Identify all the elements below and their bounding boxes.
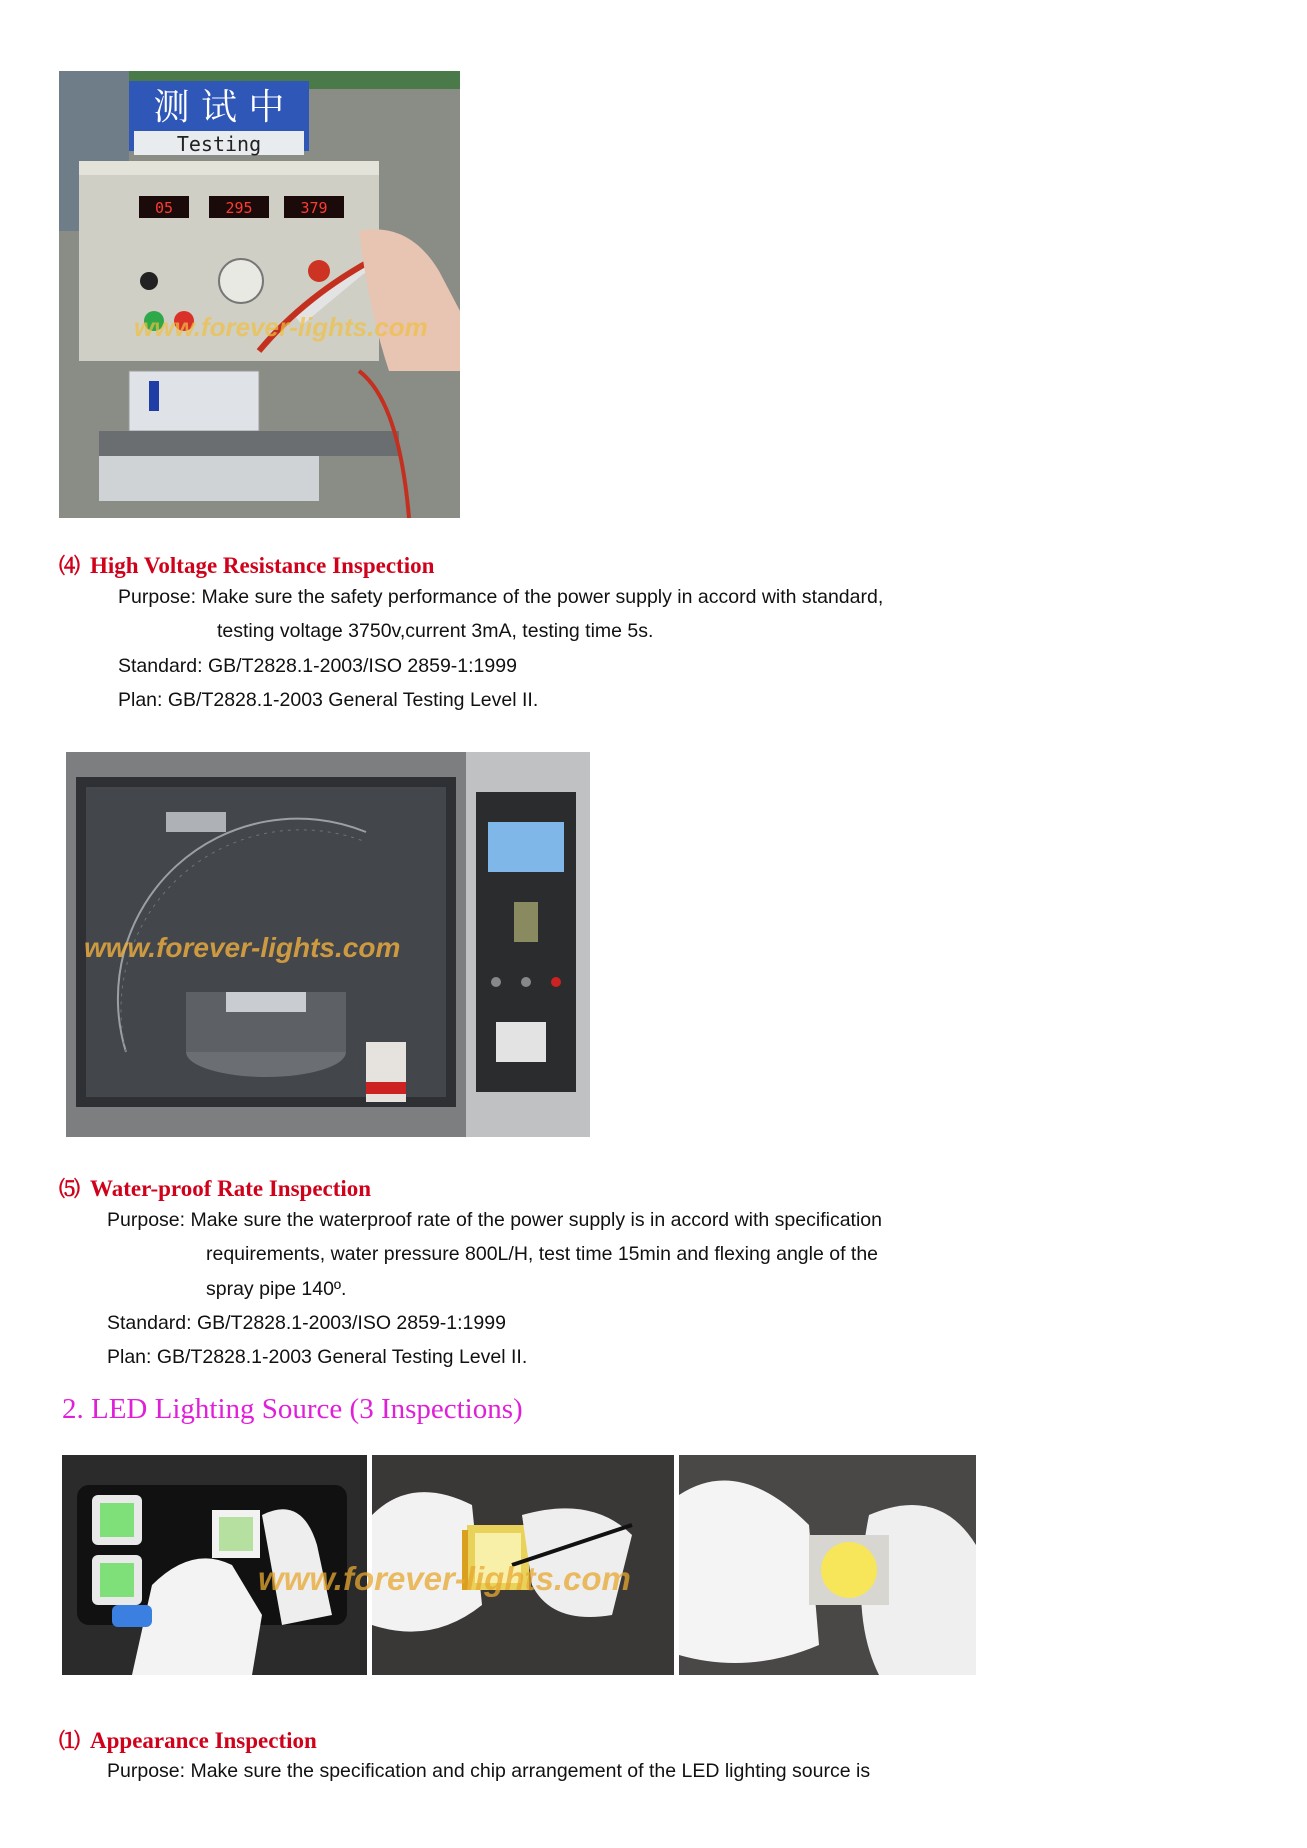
sec5-purpose-line-2: requirements, water pressure 800L/H, test time 15min and flexing angle of the (206, 1243, 879, 1265)
sec4-purpose-line-1: Purpose: Make sure the safety performance of the power supply in accord with standard, (118, 586, 884, 608)
heading-number: ⑴ (59, 1728, 80, 1753)
heading-appearance (59, 1725, 317, 1755)
photo-high-voltage-tester (59, 71, 460, 518)
watermark-3: www.forever-lights.com (258, 1560, 631, 1597)
sec4-purpose-line-2: testing voltage 3750v,current 3mA, testing time 5s. (217, 620, 654, 642)
sec5-plan: Plan: GB/T2828.1-2003 General Testing Level II. (107, 1346, 528, 1368)
watermark-2: www.forever-lights.com (84, 932, 401, 963)
section-title-led-source: 2. LED Lighting Source (3 Inspections) (62, 1393, 523, 1425)
heading-high-voltage (59, 550, 434, 580)
sec4-standard: Standard: GB/T2828.1-2003/ISO 2859-1:1999 (118, 655, 517, 677)
meter-reading-2: 295 (225, 199, 253, 217)
watermark-1: www.forever-lights.com (134, 312, 428, 342)
photo-waterproof-chamber (66, 752, 590, 1137)
heading-number: ⑸ (59, 1176, 80, 1201)
sign-chinese: 测 试 中 (153, 87, 285, 128)
sec1-purpose-line-1: Purpose: Make sure the specification and chip arrangement of the LED lighting source is (107, 1760, 871, 1782)
sec5-purpose-line-1: Purpose: Make sure the waterproof rate of the power supply is in accord with specification (107, 1209, 882, 1231)
heading-waterproof (59, 1173, 371, 1203)
sign-english: Testing (176, 132, 262, 156)
sec5-standard: Standard: GB/T2828.1-2003/ISO 2859-1:1999 (107, 1312, 506, 1334)
meter-reading-3: 379 (300, 199, 328, 217)
photo-led-chip (679, 1455, 976, 1675)
sec4-plan: Plan: GB/T2828.1-2003 General Testing Level II. (118, 689, 539, 711)
heading-title: Water-proof Rate Inspection (90, 1176, 372, 1201)
heading-number: ⑷ (59, 553, 80, 578)
heading-title: High Voltage Resistance Inspection (90, 553, 435, 578)
sec5-purpose-line-3: spray pipe 140º. (206, 1278, 347, 1300)
meter-reading-1: 05 (154, 199, 174, 217)
heading-title: Appearance Inspection (90, 1728, 317, 1753)
